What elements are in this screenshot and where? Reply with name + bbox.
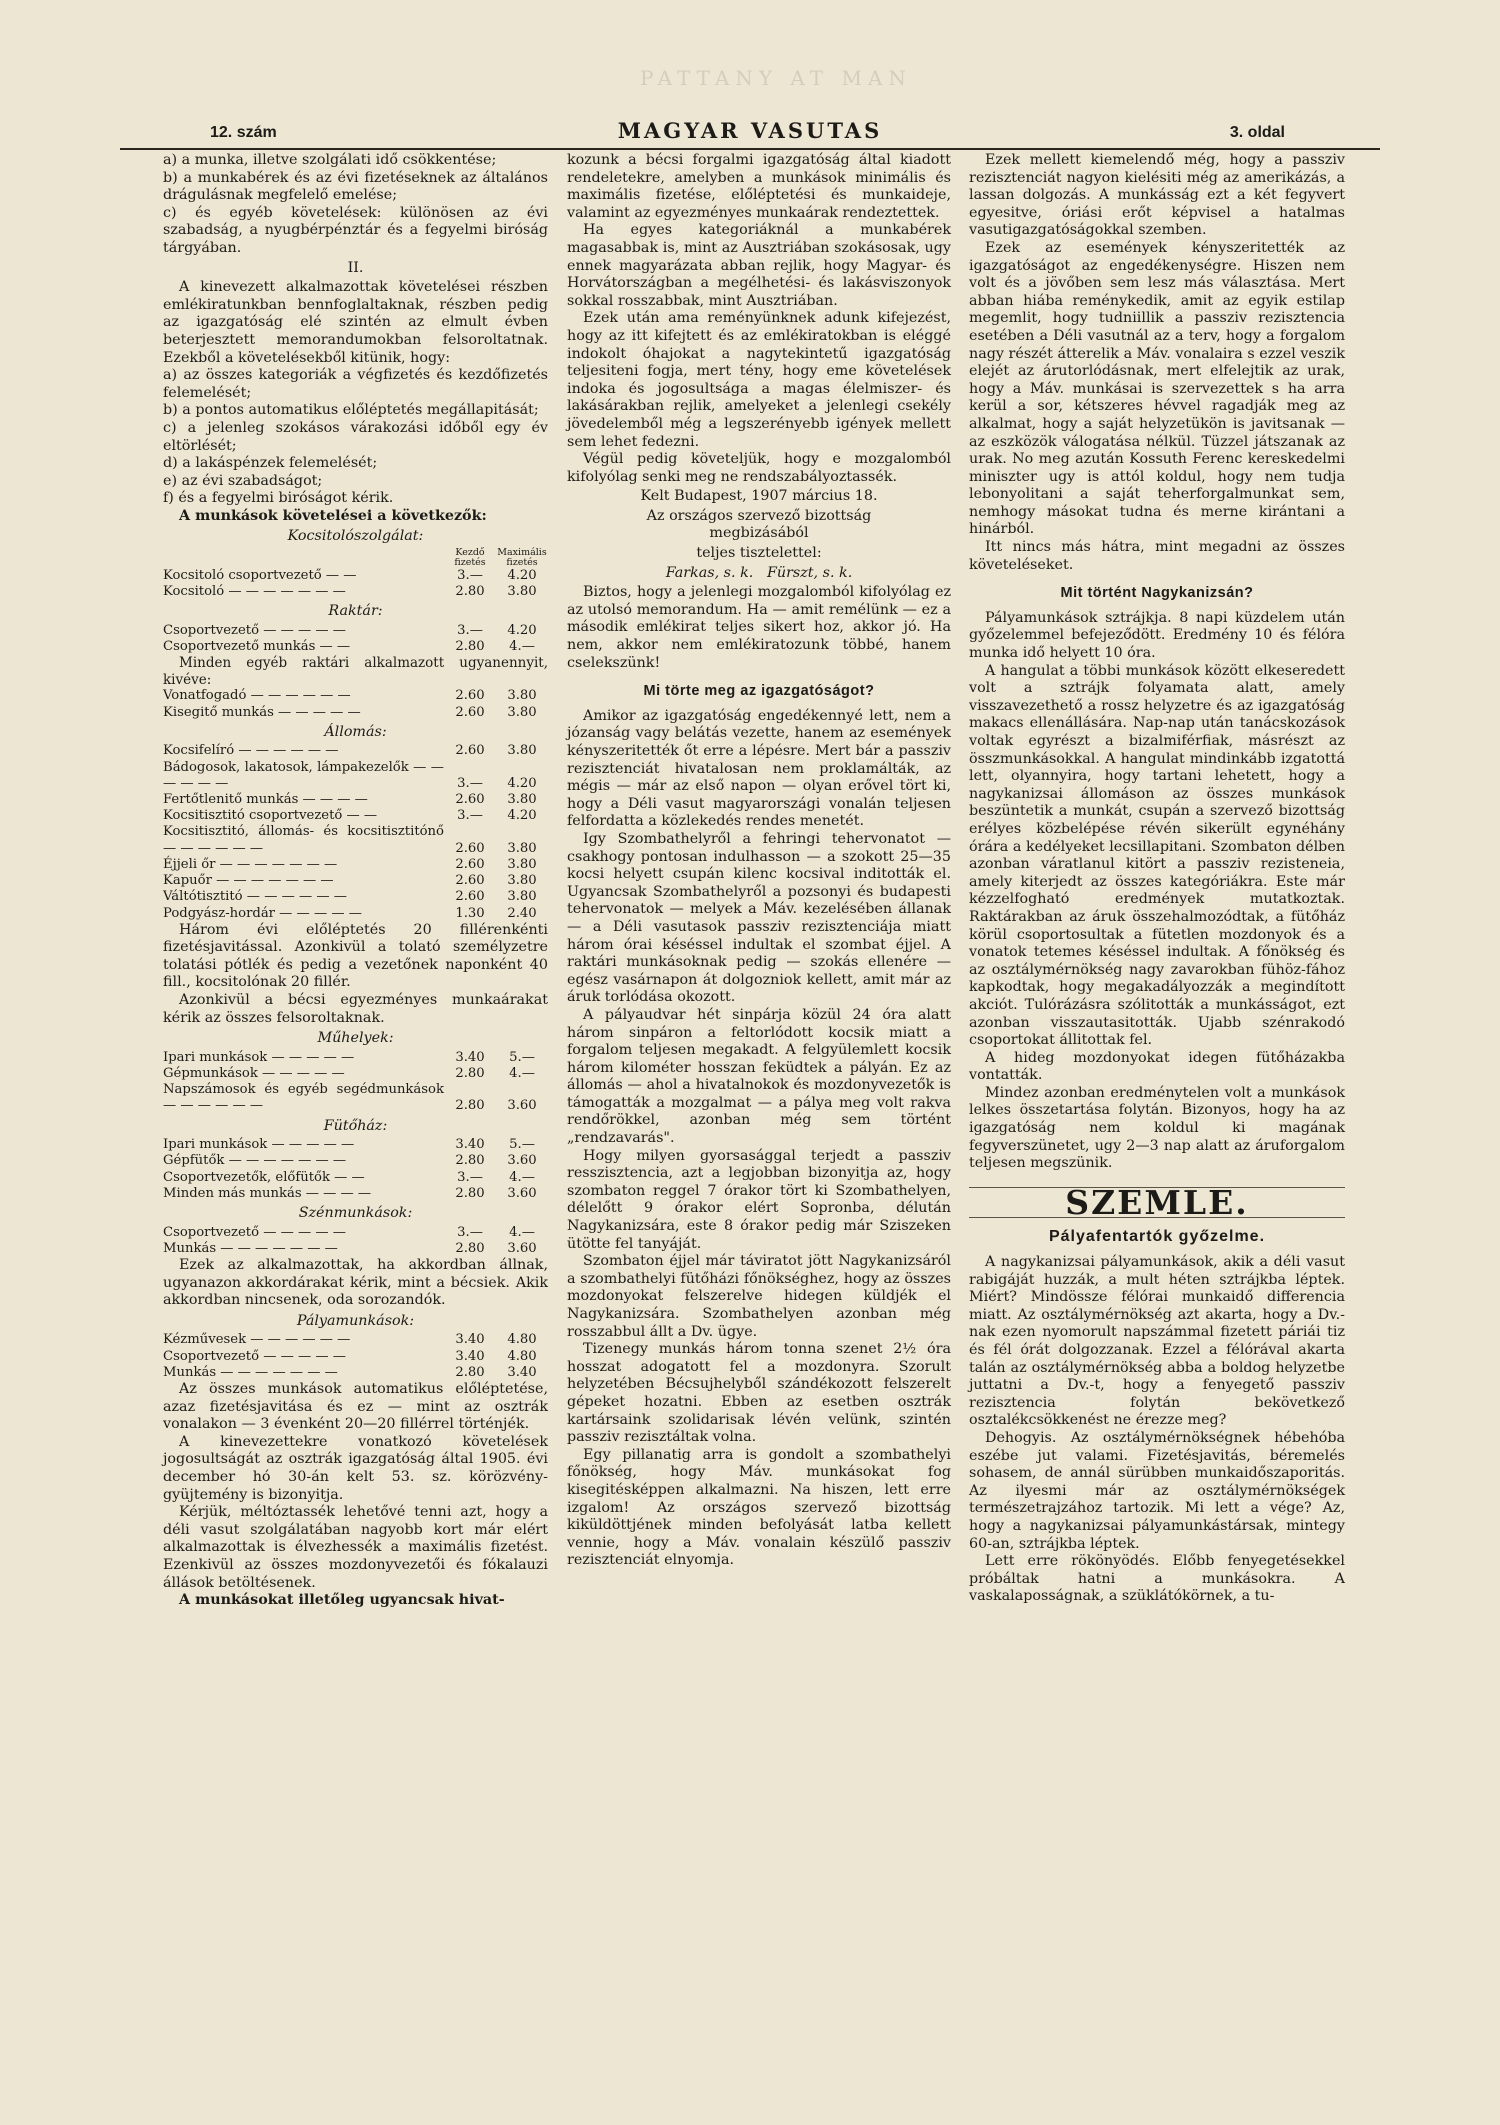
paragraph: Dehogyis. Az osztálymérnökségnek hébehóba eszébe jut valami. Fizetésjavitás, béremelés sohasem, de annál sürübben munkaidőszaporitás. Az ilyesmi már az osztálymérnökségek természetrajzához tartozik. Mi lett a vége? Az, hogy a nagykanizsai pályamunkástársak, mintegy 60-an, sztrájkba léptek. — [969, 1429, 1345, 1552]
paragraph: Ha egyes kategoriáknál a munkabérek magasabbak is, mint az Ausztriában szokásosak, ugy ennek magyarázata abban rejlik, hogy Magyar- és Horvátországban a megélhetési- és lakásviszonyok sokkal rosszabbak, mint Ausztriában. — [567, 222, 951, 309]
table-row: Kézművesek — — — — — — 3.40 4.80 — [163, 1332, 537, 1348]
table-group-title: Műhelyek: — [317, 1030, 394, 1047]
table-row: Kocsitoló — — — — — — — 2.80 3.80 — [163, 584, 537, 600]
table-row: Kapuőr — — — — — — — 2.60 3.80 — [163, 873, 537, 889]
table-row: Csoportvezető — — — — — 3.— 4.— — [163, 1224, 535, 1240]
table-row: Kocsitisztitó csoportvezető — — 3.— 4.20 — [163, 808, 537, 824]
table-row: Minden más munkás — — — — 2.80 3.60 — [163, 1185, 537, 1201]
table-row: Csoportvezető munkás — — 2.80 4.— — [163, 639, 535, 655]
section-heading: Mi törte meg az igazgatóságot? — [643, 683, 875, 700]
table-row: Munkás — — — — — — — 2.80 3.60 — [163, 1240, 537, 1256]
signatories: Farkas, s. k. Fürszt, s. k. — [665, 564, 853, 581]
paragraph: Ezek az alkalmazottak, ha akkordban állnak, ugyanazon akkordárakat kérik, mint a bécsiek. Akik akkordban nincsenek, oda sorozandók. — [163, 1257, 548, 1309]
table-group-title: Állomás: — [324, 723, 387, 740]
paragraph: A munkások követelései a következők: — [179, 507, 487, 524]
section-heading: Mit történt Nagykanizsán? — [1060, 585, 1254, 602]
list-item: a) az összes kategoriák a végfizetés és kezdőfizetés felemelését; — [163, 367, 548, 401]
table-row: Csoportvezető — — — — — 3.— 4.20 — [163, 623, 537, 639]
paragraph: Mindez azonban eredménytelen volt a munkások lelkes összetartása folytán. Bizonyos, hogy ha az igazgatóság nem koldul ki magának fegyverszünetet, ugy 2—3 nap alatt az áruforgalom teljesen megszünik. — [969, 1084, 1345, 1172]
paragraph: Pályamunkások sztrájkja. 8 napi küzdelem után győzelemmel befejeződött. Eredmény 10 és félóra munka idő helyett 10 óra. — [969, 609, 1345, 662]
table-row: Éjjeli őr — — — — — — — 2.60 3.80 — [163, 856, 537, 872]
section-number: II. — [347, 259, 364, 276]
paragraph: A hangulat a többi munkások között elkeseredett volt a sztrájk folyamata alatt, amely visszavezethető a rossz helyzetre és az igazgatóság makacs ellenállására. Nap-nap után tanácskozások voltak egyrészt a bizalmiférfiak, másrészt az összmunkásokkal. A hangulat mindinkább izgatottá lett, olyannyira, hogy tartani lehetett, hogy a nagykanizsai állomáson az összes munkások beszüntetik a munkát, csupán a szervező bizottság erélyes közbelépése révén sikerült egynéhány órára a kedélyeket lecsillapitani. Szombaton délben azonban váratlanul kitört a passziv rezisteneia, amely kiterjedt az összes kategóriákra. Este már kézzelfogható eredmények mutatkoztak. Raktárakban az áruk összehalmozódtak, a fütőház körül csoportosultak a fütetlen mozdonyok és a vonatok tetemes késéssel indultak. A főnökség és az osztálymérnökség nagy zavarokban fühöz-fához kapkodtak, hogy megakadályozzák a megindított akciót. Tulórázásra szólitották a munkásságot, ezt azonban visszautasitották. Ujabb szénrakodó csoportokat állitottak fel. — [969, 662, 1345, 1049]
section-title: SZEMLE. — [969, 1187, 1345, 1219]
table-row: Napszámosok és egyéb segédmunkások — — — — — — 2.80 3.60 — [163, 1082, 537, 1114]
paragraph: A pályaudvar hét sinpárja közül 24 óra alatt három sinpáron a feltorlódott kocsik miatt a forgalom teljesen megakadt. A felgyülemlett kocsik három kilométer hosszan feküdtek a pályán. Ez az állomás — ahol a hivatalnokok és mozdonyvezetők is támogatták a mozgalmat — a pálya meg volt rakva rendőrökkel, azonban még sem történt „rendzavarás". — [567, 1006, 951, 1147]
column-header-start: Kezdő fizetés — [454, 547, 486, 569]
paragraph: Ezek után ama reményünknek adunk kifejezést, hogy az itt kifejtett és az emlékiratokban is eléggé indokolt óhajokat a nagytekintetű igazgatóság teljesiteni fogja, mert tény, hogy eme követelések indoka és jogosultsága a magas élelmiszer- és lakásárakban rejlik, amelyeket a jelenlegi csekély jövedelemből még a legszerényebb igények mellett sem lehet fedezni. — [567, 310, 951, 450]
table-row: Bádogosok, lakatosok, lámpakezelők — — — — — — 3.— 4.20 — [163, 759, 537, 791]
table-row: Gépfütők — — — — — — — 2.80 3.60 — [163, 1153, 537, 1169]
table-row: Ipari munkások — — — — — 3.40 5.— — [163, 1049, 535, 1065]
wage-table — [163, 568, 548, 600]
table-row: Gépmunkások — — — — — 2.80 4.— — [163, 1066, 535, 1082]
running-header — [120, 116, 1380, 150]
paragraph: A kinevezettekre vonatkozó követelések jogosultságát az osztrák igazgatóság által 1905. évi december hó 30-án kelt 53. sz. körözvény-gyüjtemény is bizonyitja. — [163, 1433, 548, 1503]
paragraph: A kinevezett alkalmazottak követelései részben emlékiratunkban bennfoglaltaknak, részben pedig az igazgatóság elé szintén az elmult évben beterjesztett memorandumokban felsoroltatnak. Ezekből a követelésekből kitünik, hogy: — [163, 279, 548, 366]
table-title: Kocsitolószolgálat: — [287, 528, 424, 545]
table-group-title: Raktár: — [328, 603, 383, 620]
paragraph: A nagykanizsai pályamunkások, akik a déli vasut rabigáját huzzák, a mult héten sztrájkba léptek. Miért? Mindössze félórai munkaidő differencia miatt. Az osztálymérnökség azt akarta, hogy a Dv.-nak ezen nyomorult napszámmal fizetett páriái tiz és fél órát dolgozzanak. Ezzel a félórával akarta talán az osztálymérnökség abba a boldog helyzetbe juttatni a Dv.-t, hogy a fenyegető passziv rezisztencia folytán bekövetkező osztalékcsökkenést ne érezze meg? — [969, 1254, 1345, 1429]
list-item: c) a jelenleg szokásos várakozási időből egy év eltörlését; — [163, 419, 548, 454]
table-row: Munkás — — — — — — — 2.80 3.40 — [163, 1364, 537, 1380]
table-note: Minden egyéb raktári alkalmazott ugyanennyit, kivéve: — [163, 655, 548, 688]
paragraph: Tizenegy munkás három tonna szenet 2½ óra hosszat adogatott fel a mozdonyra. Szorult helyzetében Bécsujhelyből szándékozott felszerelt gépeket hozatni. Ebben az esetben osztrák kartársaink szolidarisak lévén velünk, szintén passziv rezisztáltak volna. — [567, 1341, 951, 1446]
table-group-title: Szénmunkások: — [298, 1205, 413, 1222]
paragraph: Itt nincs más hátra, mint megadni az összes követeléseket. — [969, 539, 1345, 573]
table-row: Fertőtlenitő munkás — — — — 2.60 3.80 — [163, 792, 537, 808]
table-row: Csoportvezető — — — — — 3.40 4.80 — [163, 1348, 537, 1364]
paragraph: Igy Szombathelyről a fehringi tehervonatot — csakhogy pontosan indulhasson — a szokott 25—35 kocsi helyett csupán kilenc kocsival inditották el. Ugyancsak Szombathelyről a pozsonyi és budapesti tehervonatok — melyek a Máv. kezelésében állanak — a Déli vasutasok passziv rezisztenciája miatt három órai késéssel indultak el szombat éjjel. A raktári munkásoknak pedig — szokás ellenére — egész vasárnapon át dolgozniok kellett, amit már az áruk torlódása okozott. — [567, 830, 951, 1006]
table-row: Vonatfogadó — — — — — — 2.60 3.80 — [163, 688, 537, 704]
table-row: Kocsifelíró — — — — — — 2.60 3.80 — [163, 743, 537, 759]
page-number: 3. oldal — [1229, 124, 1285, 141]
table-row: Kocsitoló csoportvezető — — 3.— 4.20 — [163, 568, 537, 584]
paragraph: Három évi előléptetés 20 fillérenkénti fizetésjavitással. Azonkivül a tolató személyzetre tolatási pótlék és pedig a vezetőnek naponként 40 fill., kocsitolónak 20 fillér. — [163, 921, 548, 991]
list-item: b) a pontos automatikus előléptetés megállapitását; — [163, 402, 539, 419]
column-header-max: Maximális fizetés — [497, 547, 547, 569]
column-2 — [567, 152, 951, 1570]
paragraph: Biztos, hogy a jelenlegi mozgalomból kifolyólag ez az utolsó memorandum. Ha — amit remélünk — ez a második emlékirat teljes sikert hoz, akkor jó. Ha nem, akkor nem emlékiratozunk többé, hanem cselekszünk! — [567, 584, 951, 671]
paragraph: Ezek mellett kiemelendő még, hogy a passziv rezisztenciát nagyon kielésiti még az amerikázás, a lassan dolgozás. A munkásság ezt a két fegyvert egyesitve, óriási erőt képvisel a hatalmas vasutigazgatóságokkal szemben. — [969, 152, 1345, 239]
paragraph: Szombaton éjjel már táviratot jött Nagykanizsáról a szombathelyi fütőházi főnökséghez, hogy az összes mozdonyokat felszerelve hidegen küldjék el Nagykanizsára. Szombathelyen azonban még rosszabbul állt a Dv. ügye. — [567, 1253, 951, 1340]
list-item: d) a lakáspénzek felemelését; — [163, 455, 378, 472]
paragraph: Végül pedig követeljük, hogy e mozgalomból kifolyólag senki meg ne rendszabályoztassék. — [567, 451, 951, 485]
paragraph: Az összes munkások automatikus előléptetése, azaz fizetésjavitása és ez — mint az osztrák vonalakon — 3 évenként 20—20 fillérrel történjék. — [163, 1381, 548, 1433]
table-row: Kisegitő munkás — — — — — 2.60 3.80 — [163, 704, 537, 720]
masthead-title: MAGYAR VASUTAS — [617, 118, 883, 143]
paragraph: b) a munkabérek és az évi fizetéseknek az általános drágulásnak megfelelő emelése; — [163, 169, 548, 204]
wage-table — [163, 623, 548, 655]
wage-table — [163, 1332, 548, 1381]
paragraph: Ezek az események kényszeritették az igazgatóságot az engedékenységre. Hiszen nem volt és a jövőben sem lesz más választása. Mert abban hiába reménykedik, amit az egyik estilap megemlit, hogy tudniillik a passziv rezisztencia esetében a Déli vasutnál az a terv, hogy a forgalom nagy részét átterelik a Máv. vonalaira s ezzel veszik elejét az árutorlódásnak, mert elfelejtik az urak, hogy a Máv. munkásai is szervezettek s ha arra kerül a sor, kétszeres hévvel ragadják meg az alkalmat, hogy a saját helyzetükön is javitsanak — az eszközök válogatása nélkül. Tüzzel játszanak az urak. No meg azután Kossuth Ferenc kereskedelmi miniszter ugy is attól koldul, hogy nem tudja lebonyolitani a saját teherforgalmunkat sem, nemhogy másokat tudna és merne kirántani a hinárból. — [969, 239, 1345, 538]
list-item: f) és a fegyelmi biróságot kérik. — [163, 490, 394, 507]
table-group-title: Pályamunkások: — [296, 1312, 415, 1329]
table-row: Váltótisztitó — — — — — — 2.60 3.80 — [163, 889, 537, 905]
paragraph: A hideg mozdonyokat idegen fütőházakba vontatták. — [969, 1049, 1345, 1084]
table-row: Csoportvezetők, előfütők — — 3.— 4.— — [163, 1169, 535, 1185]
table-column-headers — [163, 548, 548, 568]
column-1 — [163, 152, 548, 1610]
paragraph: kozunk a bécsi forgalmi igazgatóság által kiadott rendeletekre, amelyben a munkások minimális és maximális fizetése, előléptetési és munkaideje, valamint az egyezményes munkaárak rendeztettek. — [567, 152, 951, 221]
dateline: Kelt Budapest, 1907 március 18. — [640, 488, 878, 505]
paragraph: Azonkivül a bécsi egyezményes munkaárakat kérik az összes felsoroltaknak. — [163, 992, 548, 1026]
paragraph: A munkásokat illetőleg ugyancsak hivat- — [179, 1592, 505, 1609]
wage-table — [163, 688, 548, 720]
wage-table — [163, 1225, 548, 1257]
paragraph: c) és egyéb követelések: különösen az évi szabadság, a nyugbérpénztár és a fegyelmi biróság tárgyában. — [163, 204, 548, 256]
table-group-title: Fütőház: — [323, 1117, 388, 1134]
signature-line: Az országos szervező bizottság megbizásából — [646, 507, 872, 542]
list-item: e) az évi szabadságot; — [163, 472, 323, 489]
table-row: Podgyász-hordár — — — — — 1.30 2.40 — [163, 905, 537, 921]
wage-table — [163, 743, 548, 921]
watermark: PATTANY AT MAN — [640, 66, 912, 90]
paragraph: Egy pillanatig arra is gondolt a szombathelyi főnökség, hogy Máv. munkásokat fog kisegitésképpen alkalmazni. Na hiszen, lett erre izgalom! Az országos szervező bizottság kiküldöttjének minden befolyását latba kellett vennie, hogy a Máv. vonalain készülő passziv rezisztenciát elnyomja. — [567, 1446, 951, 1569]
paragraph: Amikor az igazgatóság engedékennyé lett, nem a józanság vagy belátás vezette, hanem az események kényszeritették őt erre a lépésre. Mert bár a passziv rezisztenciát hivatalosan nem proklamálták, az mégis — már az első napon — olyan erővel tört ki, hogy a Déli vasut magyarországi vonalán teljesen felfordatta a közlekedés rendes menetét. — [567, 707, 951, 830]
wage-table — [163, 1137, 548, 1202]
article-heading: Pályafentartók győzelme. — [1048, 1228, 1266, 1246]
paragraph: Lett erre rökönyödés. Előbb fenyegetésekkel próbáltak hatni a munkásokra. A vaskalaposságnak, a szüklátókörnek, a tu- — [969, 1553, 1345, 1605]
paragraph: Hogy milyen gyorsasággal terjedt a passziv resszisztencia, azt a legjobban bizonyitja az, hogy szombaton reggel 7 órakor tört ki Szombathelyen, délelőtt 9 órakor elért Sopronba, délután Nagykanizsára, este 8 órakor pedig már Sziszeken ütötte fel tanyáját. — [567, 1147, 951, 1252]
paragraph: a) a munka, illetve szolgálati idő csökkentése; — [163, 152, 497, 168]
paragraph: Kérjük, méltóztassék lehetővé tenni azt, hogy a déli vasut szolgálatában nagyobb kort már elért alkalmazottak is élvezhessék a maximális fizetést. Ezenkivül az összes mozdonyvezetői és fókalauzi állások betöltésenek. — [163, 1504, 548, 1591]
table-row: Kocsitisztitó, állomás- és kocsitisztitónő — — — — — — 2.60 3.80 — [163, 824, 537, 856]
issue-number: 12. szám — [210, 124, 277, 141]
wage-table — [163, 1050, 548, 1115]
column-3 — [969, 152, 1345, 1606]
signature-line: teljes tisztelettel: — [696, 545, 822, 562]
table-row: Ipari munkások — — — — — 3.40 5.— — [163, 1137, 535, 1153]
